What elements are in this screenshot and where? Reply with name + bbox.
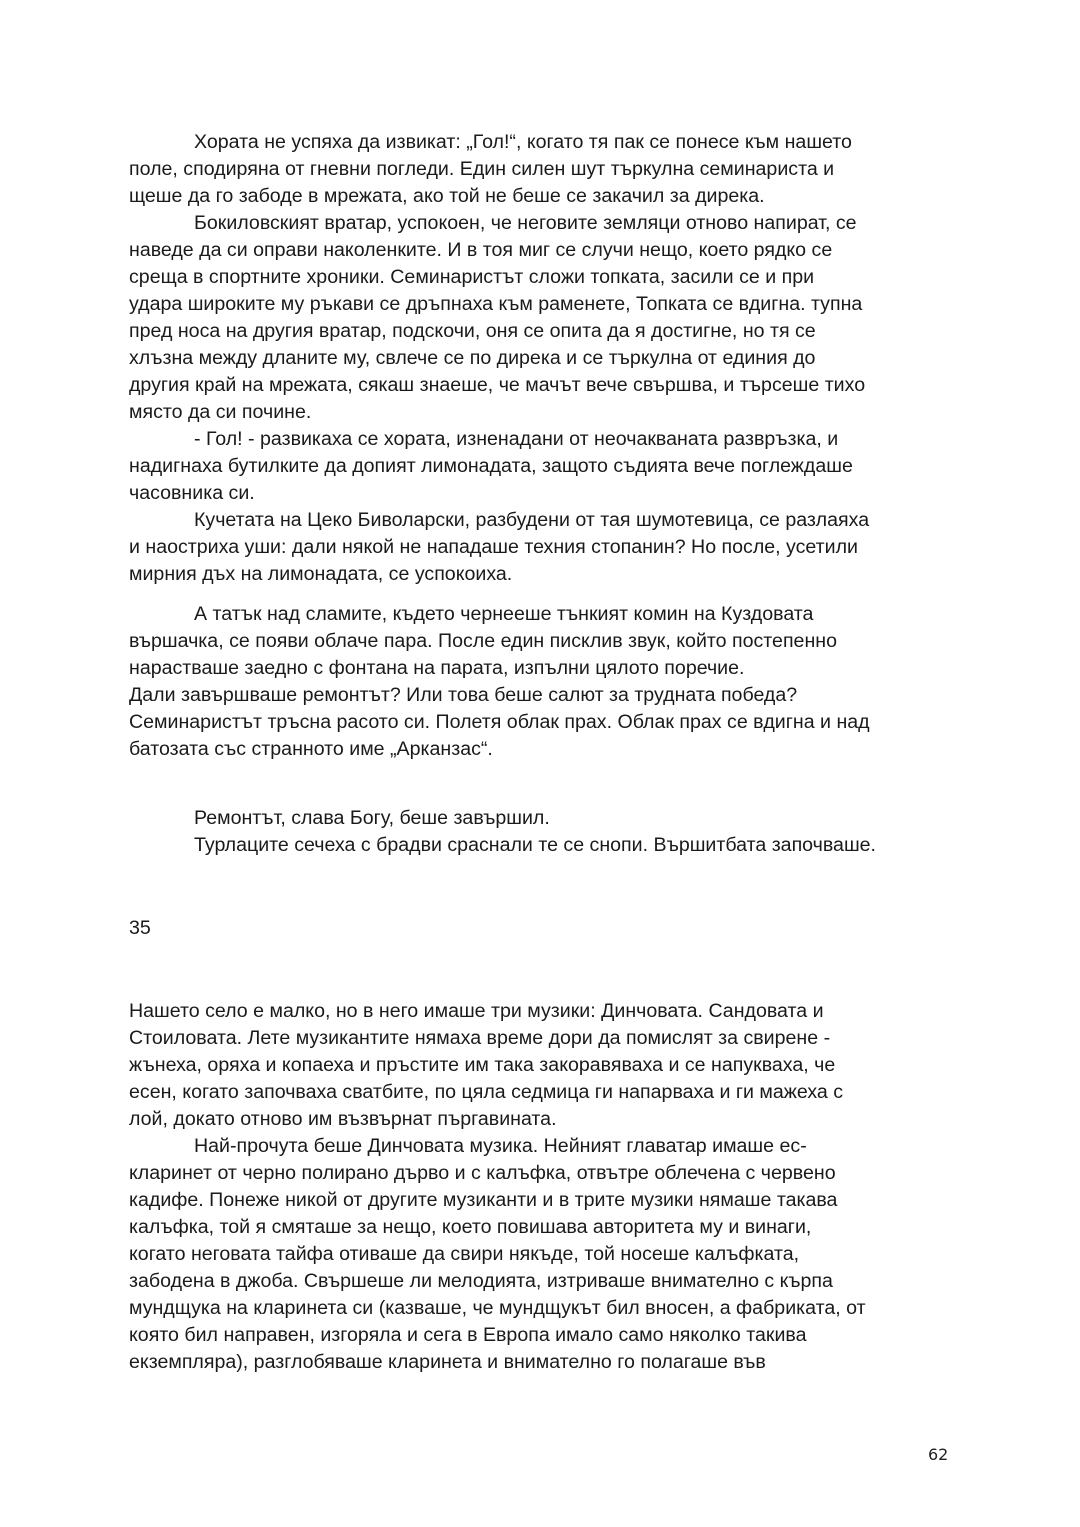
- text-line: и наостриха уши: дали някой не нападаше техния стопанин? Но после, усетили: [129, 536, 858, 558]
- text-line: Ремонтът, слава Богу, беше завършил.: [194, 807, 550, 829]
- text-line: хлъзна между дланите му, свлече се по дирека и се търкулна от единия до: [129, 347, 816, 369]
- text-line: Бокиловският вратар, успокоен, че неговите земляци отново напират, се: [194, 212, 857, 234]
- text-line: среща в спортните хроники. Семинаристът сложи топката, засили се и при: [129, 266, 815, 288]
- text-line: Кучетата на Цеко Биволарски, разбудени от тая шумотевица, се разлаяха: [194, 509, 870, 531]
- text-line: мирния дъх на лимонадата, се успокоиха.: [129, 563, 513, 585]
- chapter-number: 35: [129, 917, 151, 939]
- text-line: щеше да го забоде в мрежата, ако той не беше се закачил за дирека.: [129, 185, 765, 207]
- text-line: Най-прочута беше Динчовата музика. Нейният главатар имаше ес-: [194, 1135, 807, 1157]
- text-line: другия край на мрежата, сякаш знаеше, че мачът вече свършва, и търсеше тихо: [129, 374, 866, 396]
- text-line: Турлаците сечеха с брадви сраснали те се снопи. Вършитбата започваше.: [194, 834, 877, 856]
- text-line: място да си почине.: [129, 401, 312, 423]
- text-line: Семинаристът тръсна расото си. Полетя облак прах. Облак прах се вдигна и над: [129, 711, 870, 733]
- text-block-repair-finished: [129, 805, 959, 859]
- text-block-threshing-machine: [129, 601, 959, 763]
- text-line: - Гол! - развикаха се хората, изненадани от неочакваната развръзка, и: [194, 428, 839, 450]
- text-line: кларинет от черно полирано дърво и с калъфка, отвътре облечена с червено: [129, 1162, 836, 1184]
- text-line: часовника си.: [129, 482, 255, 504]
- text-line: есен, когато започваха сватбите, по цяла седмица ги напарваха и ги мажеха с: [129, 1081, 844, 1103]
- text-line: А татък над сламите, където чернееше тънкият комин на Куздовата: [194, 603, 814, 625]
- text-line: лой, докато отново им възвърнат пъргавината.: [129, 1108, 557, 1130]
- text-block-village-music: [129, 998, 959, 1376]
- text-line: наведе да си оправи наколенките. И в тоя миг се случи нещо, което рядко се: [129, 239, 833, 261]
- text-line: калъфка, той я смяташе за нещо, което повишава авторитета му и винаги,: [129, 1216, 812, 1238]
- text-block-football-match: [129, 129, 959, 588]
- text-line: надигнаха бутилките да допият лимонадата, защото съдията вече поглеждаше: [129, 455, 853, 477]
- text-line: Стоиловата. Лете музикантите нямаха време дори да помислят за свирене -: [129, 1027, 831, 1049]
- text-line: удара широките му ръкави се дръпнаха към раменете, Топката се вдигна. тупна: [129, 293, 863, 315]
- text-line: поле, сподиряна от гневни погледи. Един силен шут търкулна семинариста и: [129, 158, 835, 180]
- text-line: екземпляра), разглобяваше кларинета и внимателно го полагаше във: [129, 1351, 766, 1373]
- text-line: нарастваше заедно с фонтана на парата, изпълни цялото поречие.: [129, 657, 745, 679]
- text-line: жънеха, оряха и копаеха и пръстите им така закоравяваха и се напукваха, че: [129, 1054, 836, 1076]
- text-line: която бил направен, изгоряла и сега в Европа имало само няколко такива: [129, 1324, 807, 1346]
- page-number: 62: [928, 1445, 949, 1464]
- text-line: батозата със странното име „Арканзас“.: [129, 738, 493, 760]
- text-line: Нашето село е малко, но в него имаше три музики: Динчовата. Сандовата и: [129, 1000, 824, 1022]
- text-line: пред носа на другия вратар, подскочи, оня се опита да я достигне, но тя се: [129, 320, 816, 342]
- text-line: кадифе. Понеже никой от другите музиканти и в трите музики нямаше такава: [129, 1189, 838, 1211]
- text-line: Дали завършваше ремонтът? Или това беше салют за трудната победа?: [129, 684, 798, 706]
- text-line: вършачка, се появи облаче пара. После един писклив звук, който постепенно: [129, 630, 837, 652]
- text-line: мундщука на кларинета си (казваше, че мундщукът бил вносен, а фабриката, от: [129, 1297, 866, 1319]
- text-line: Хората не успяха да извикат: „Гол!“, когато тя пак се понесе към нашето: [194, 131, 852, 153]
- text-line: забодена в джоба. Свършеше ли мелодията, изтриваше внимателно с кърпа: [129, 1270, 833, 1292]
- text-line: когато неговата тайфа отиваше да свири някъде, той носеше калъфката,: [129, 1243, 800, 1265]
